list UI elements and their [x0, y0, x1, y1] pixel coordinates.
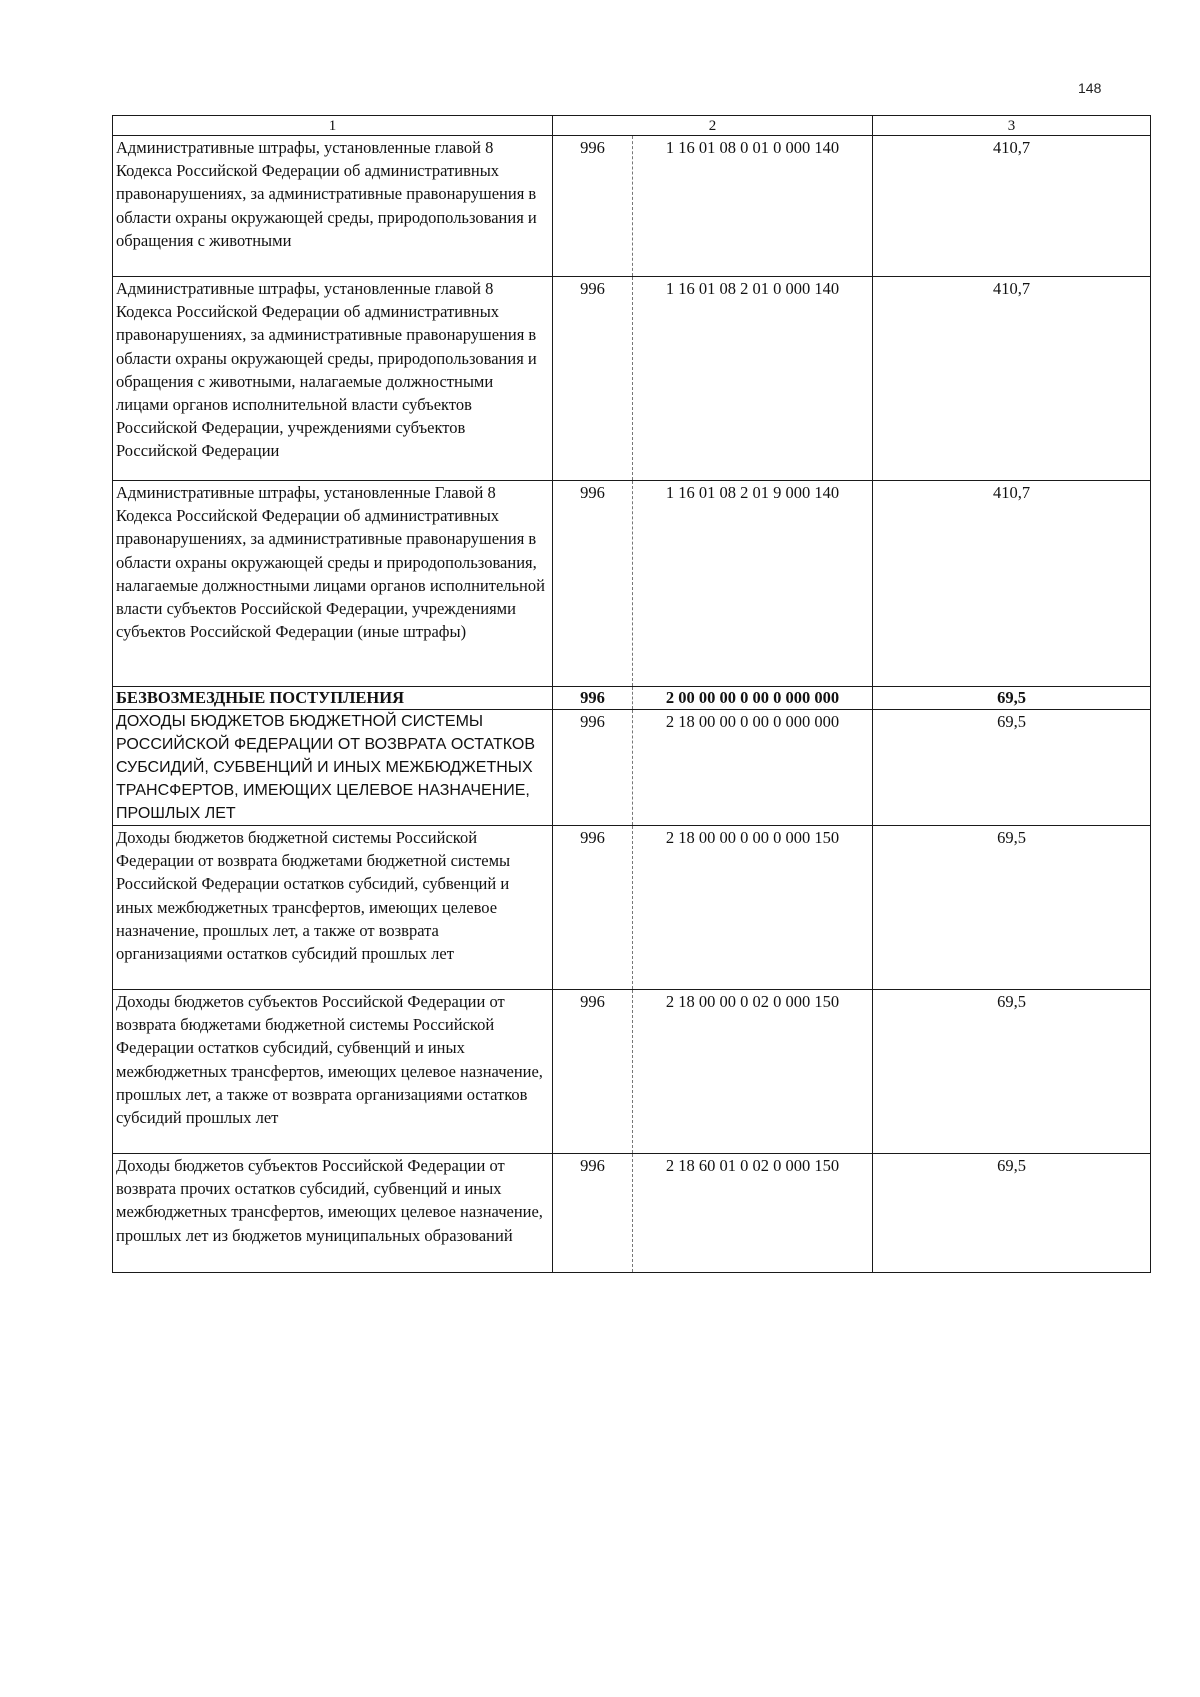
row-admin-code: 996 — [553, 1154, 633, 1273]
row-name: Административные штрафы, установленные главой 8 Кодекса Российской Федерации об административных правонарушениях, за административные правонарушения в области охраны окружающей среды, природопользования и обращения с животными, налагаемые должностными лицами органов исполнительной власти субъектов Российской Федерации, учреждениями субъектов Российской Федерации — [113, 277, 553, 481]
row-budget-code: 2 18 60 01 0 02 0 000 150 — [633, 1154, 873, 1273]
column-header-2: 2 — [553, 116, 873, 136]
row-name: ДОХОДЫ БЮДЖЕТОВ БЮДЖЕТНОЙ СИСТЕМЫ РОССИЙСКОЙ ФЕДЕРАЦИИ ОТ ВОЗВРАТА ОСТАТКОВ СУБСИДИЙ, СУБВЕНЦИЙ И ИНЫХ МЕЖБЮДЖЕТНЫХ ТРАНСФЕРТОВ, ИМЕЮЩИХ ЦЕЛЕВОЕ НАЗНАЧЕНИЕ, ПРОШЛЫХ ЛЕТ — [113, 710, 553, 826]
table-row — [113, 710, 1151, 826]
row-admin-code: 996 — [553, 826, 633, 990]
row-sum: 69,5 — [873, 990, 1151, 1154]
table-row — [113, 990, 1151, 1154]
row-name: Доходы бюджетов субъектов Российской Федерации от возврата прочих остатков субсидий, субвенций и иных межбюджетных трансфертов, имеющих целевое назначение, прошлых лет из бюджетов муниципальных образований — [113, 1154, 553, 1273]
row-admin-code: 996 — [553, 277, 633, 481]
row-sum: 69,5 — [873, 826, 1151, 990]
row-budget-code: 2 18 00 00 0 00 0 000 000 — [633, 710, 873, 826]
budget-table — [112, 115, 1151, 1273]
table-header-row — [113, 116, 1151, 136]
row-budget-code: 2 18 00 00 0 02 0 000 150 — [633, 990, 873, 1154]
table-row — [113, 277, 1151, 481]
page-number: 148 — [1078, 80, 1102, 96]
table-row — [113, 1154, 1151, 1273]
column-header-3: 3 — [873, 116, 1151, 136]
row-sum: 410,7 — [873, 277, 1151, 481]
row-name: БЕЗВОЗМЕЗДНЫЕ ПОСТУПЛЕНИЯ — [113, 687, 553, 710]
row-admin-code: 996 — [553, 710, 633, 826]
table-row — [113, 481, 1151, 687]
row-admin-code: 996 — [553, 481, 633, 687]
row-budget-code: 1 16 01 08 2 01 0 000 140 — [633, 277, 873, 481]
row-budget-code: 1 16 01 08 2 01 9 000 140 — [633, 481, 873, 687]
row-name: Административные штрафы, установленные Главой 8 Кодекса Российской Федерации об административных правонарушениях, за административные правонарушения в области охраны окружающей среды и природопользования, налагаемые должностными лицами органов исполнительной власти субъектов Российской Федерации, учреждениями субъектов Российской Федерации (иные штрафы) — [113, 481, 553, 687]
row-name: Административные штрафы, установленные главой 8 Кодекса Российской Федерации об административных правонарушениях, за административные правонарушения в области охраны окружающей среды, природопользования и обращения с животными — [113, 136, 553, 277]
table-row-section — [113, 687, 1151, 710]
row-budget-code: 1 16 01 08 0 01 0 000 140 — [633, 136, 873, 277]
row-sum: 410,7 — [873, 136, 1151, 277]
table-row — [113, 826, 1151, 990]
row-budget-code: 2 00 00 00 0 00 0 000 000 — [633, 687, 873, 710]
row-sum: 69,5 — [873, 687, 1151, 710]
row-admin-code: 996 — [553, 687, 633, 710]
row-budget-code: 2 18 00 00 0 00 0 000 150 — [633, 826, 873, 990]
row-sum: 69,5 — [873, 1154, 1151, 1273]
row-name: Доходы бюджетов бюджетной системы Российской Федерации от возврата бюджетами бюджетной системы Российской Федерации остатков субсидий, субвенций и иных межбюджетных трансфертов, имеющих целевое назначение, прошлых лет, а также от возврата организациями остатков субсидий прошлых лет — [113, 826, 553, 990]
row-name: Доходы бюджетов субъектов Российской Федерации от возврата бюджетами бюджетной системы Российской Федерации остатков субсидий, субвенций и иных межбюджетных трансфертов, имеющих целевое назначение, прошлых лет, а также от возврата организациями остатков субсидий прошлых лет — [113, 990, 553, 1154]
row-sum: 410,7 — [873, 481, 1151, 687]
row-sum: 69,5 — [873, 710, 1151, 826]
row-admin-code: 996 — [553, 990, 633, 1154]
row-admin-code: 996 — [553, 136, 633, 277]
column-header-1: 1 — [113, 116, 553, 136]
table-row — [113, 136, 1151, 277]
